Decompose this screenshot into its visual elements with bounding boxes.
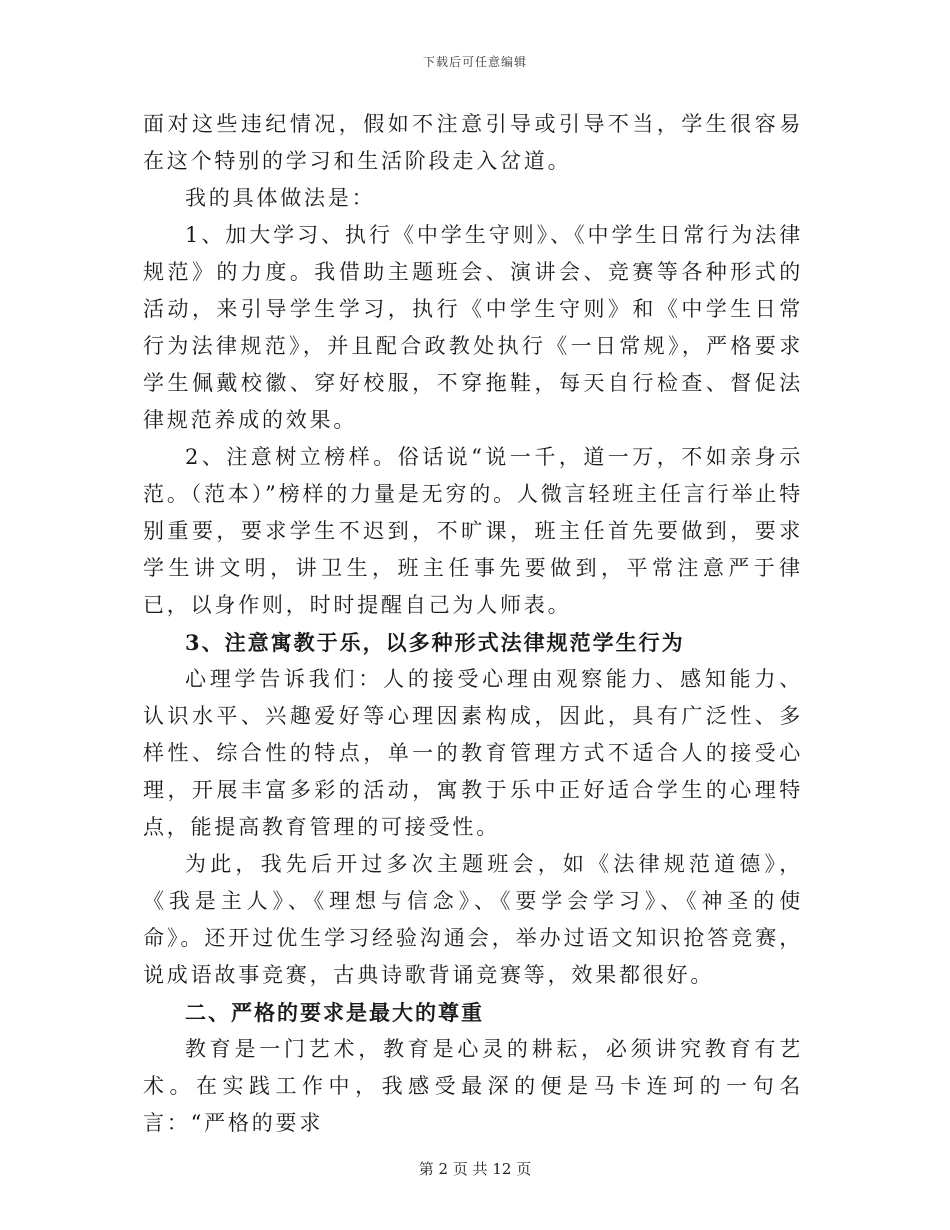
paragraph-7: 为此，我先后开过多次主题班会，如《法律规范道德》，《我是主人》、《理想与信念》、《要学会学习》、《神圣的使命》。还开过优生学习经验沟通会，举办过语文知识抢答竞赛，说成语故事竞赛，古典诗歌背诵竞赛等，效果都很好。 xyxy=(143,852,803,987)
page-footer xyxy=(0,1158,950,1179)
page-header: 下载后可任意编辑 xyxy=(422,55,527,69)
section-heading-2: 二、严格的要求是最大的尊重 xyxy=(185,1000,484,1025)
paragraph-3: 1、加大学习、执行《中学生守则》、《中学生日常行为法律规范》的力度。我借助主题班会、演讲会、竞赛等各种形式的活动，来引导学生学习，执行《中学生守则》和《中学生日常行为法律规范》，并且配合政教处执行《一日常规》，严格要求学生佩戴校徽、穿好校服，不穿拖鞋，每天自行检查、督促法律规范养成的效果。 xyxy=(143,223,803,432)
paragraph-6: 心理学告诉我们：人的接受心理由观察能力、感知能力、认识水平、兴趣爱好等心理因素构成，因此，具有广泛性、多样性、综合性的特点，单一的教育管理方式不适合人的接受心理，开展丰富多彩的活动，寓教于乐中正好适合学生的心理特点，能提高教育管理的可接受性。 xyxy=(143,667,803,839)
section-heading-3: 3、注意寓教于乐，以多种形式法律规范学生行为 xyxy=(185,630,685,655)
paragraph-9: 教育是一门艺术，教育是心灵的耕耘，必须讲究教育有艺术。在实践工作中，我感受最深的便是马卡连珂的一句名言：“严格的要求 xyxy=(143,1037,803,1135)
paragraph-4: 2、注意树立榜样。俗话说“说一千，道一万，不如亲身示范。（范本）”榜样的力量是无穷的。人微言轻班主任言行举止特别重要，要求学生不迟到，不旷课，班主任首先要做到，要求学生讲文明，讲卫生，班主任事先要做到，平常注意严于律已，以身作则，时时提醒自己为人师表。 xyxy=(143,445,803,617)
paragraph-1: 面对这些违纪情况，假如不注意引导或引导不当，学生很容易在这个特别的学习和生活阶段走入岔道。 xyxy=(143,112,803,173)
document-body xyxy=(143,106,803,1142)
paragraph-2: 我的具体做法是： xyxy=(185,186,376,210)
page-number: 第 2 页 共 12 页 xyxy=(418,1160,532,1178)
